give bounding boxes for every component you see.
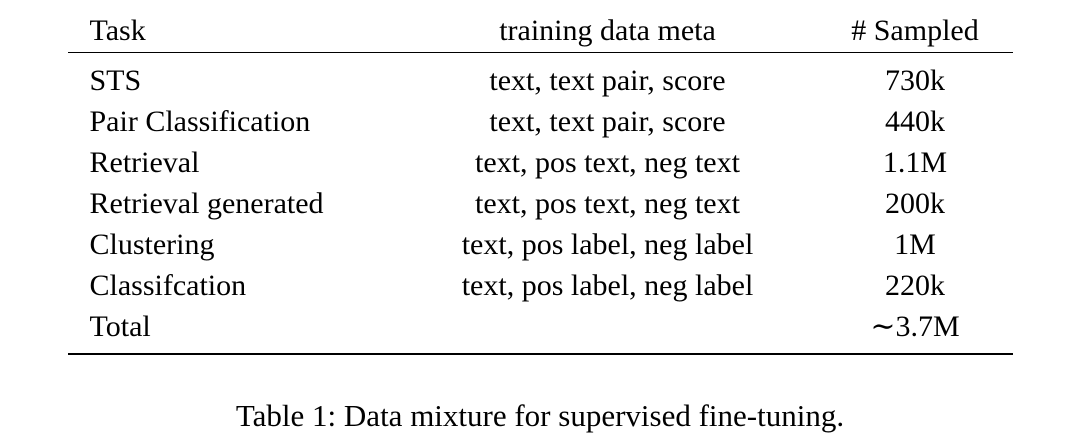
table-row (68, 224, 1013, 265)
column-header-sampled: # Sampled (851, 14, 979, 47)
table-header-row (68, 10, 1013, 53)
cell-task: Clustering (89, 228, 215, 261)
cell-task: Retrieval (89, 146, 200, 179)
cell-meta: text, pos label, neg label (461, 228, 754, 261)
cell-task: Total (68, 306, 398, 354)
table-header (68, 10, 1013, 53)
cell-sampled: 200k (885, 187, 945, 220)
cell-task: Retrieval generated (89, 187, 324, 220)
cell-task: Pair Classification (89, 105, 311, 138)
column-header-task: Task (89, 14, 146, 47)
table-row (68, 183, 1013, 224)
cell-sampled: ∼3.7M (818, 306, 1013, 354)
cell-meta: text, text pair, score (489, 105, 726, 138)
cell-meta: text, pos text, neg text (475, 187, 740, 220)
cell-meta: text, pos text, neg text (475, 146, 740, 179)
cell-sampled: 220k (885, 269, 945, 302)
data-mixture-table (68, 10, 1013, 355)
table-row (68, 142, 1013, 183)
table-row (68, 265, 1013, 306)
table-row-total (68, 306, 1013, 354)
column-header-training-data-meta: training data meta (499, 14, 716, 47)
table-caption: Table 1: Data mixture for supervised fine-tuning. (235, 398, 845, 433)
cell-task: STS (68, 53, 398, 102)
table-row (68, 53, 1013, 102)
cell-meta: text, pos label, neg label (461, 269, 754, 302)
cell-meta (398, 306, 818, 354)
table-row (68, 101, 1013, 142)
cell-sampled: 730k (818, 53, 1013, 102)
cell-meta: text, text pair, score (398, 53, 818, 102)
cell-sampled: 1.1M (882, 146, 948, 179)
cell-task: Classifcation (89, 269, 247, 302)
table-body (68, 53, 1013, 355)
cell-sampled: 440k (885, 105, 945, 138)
cell-sampled: 1M (894, 228, 936, 261)
